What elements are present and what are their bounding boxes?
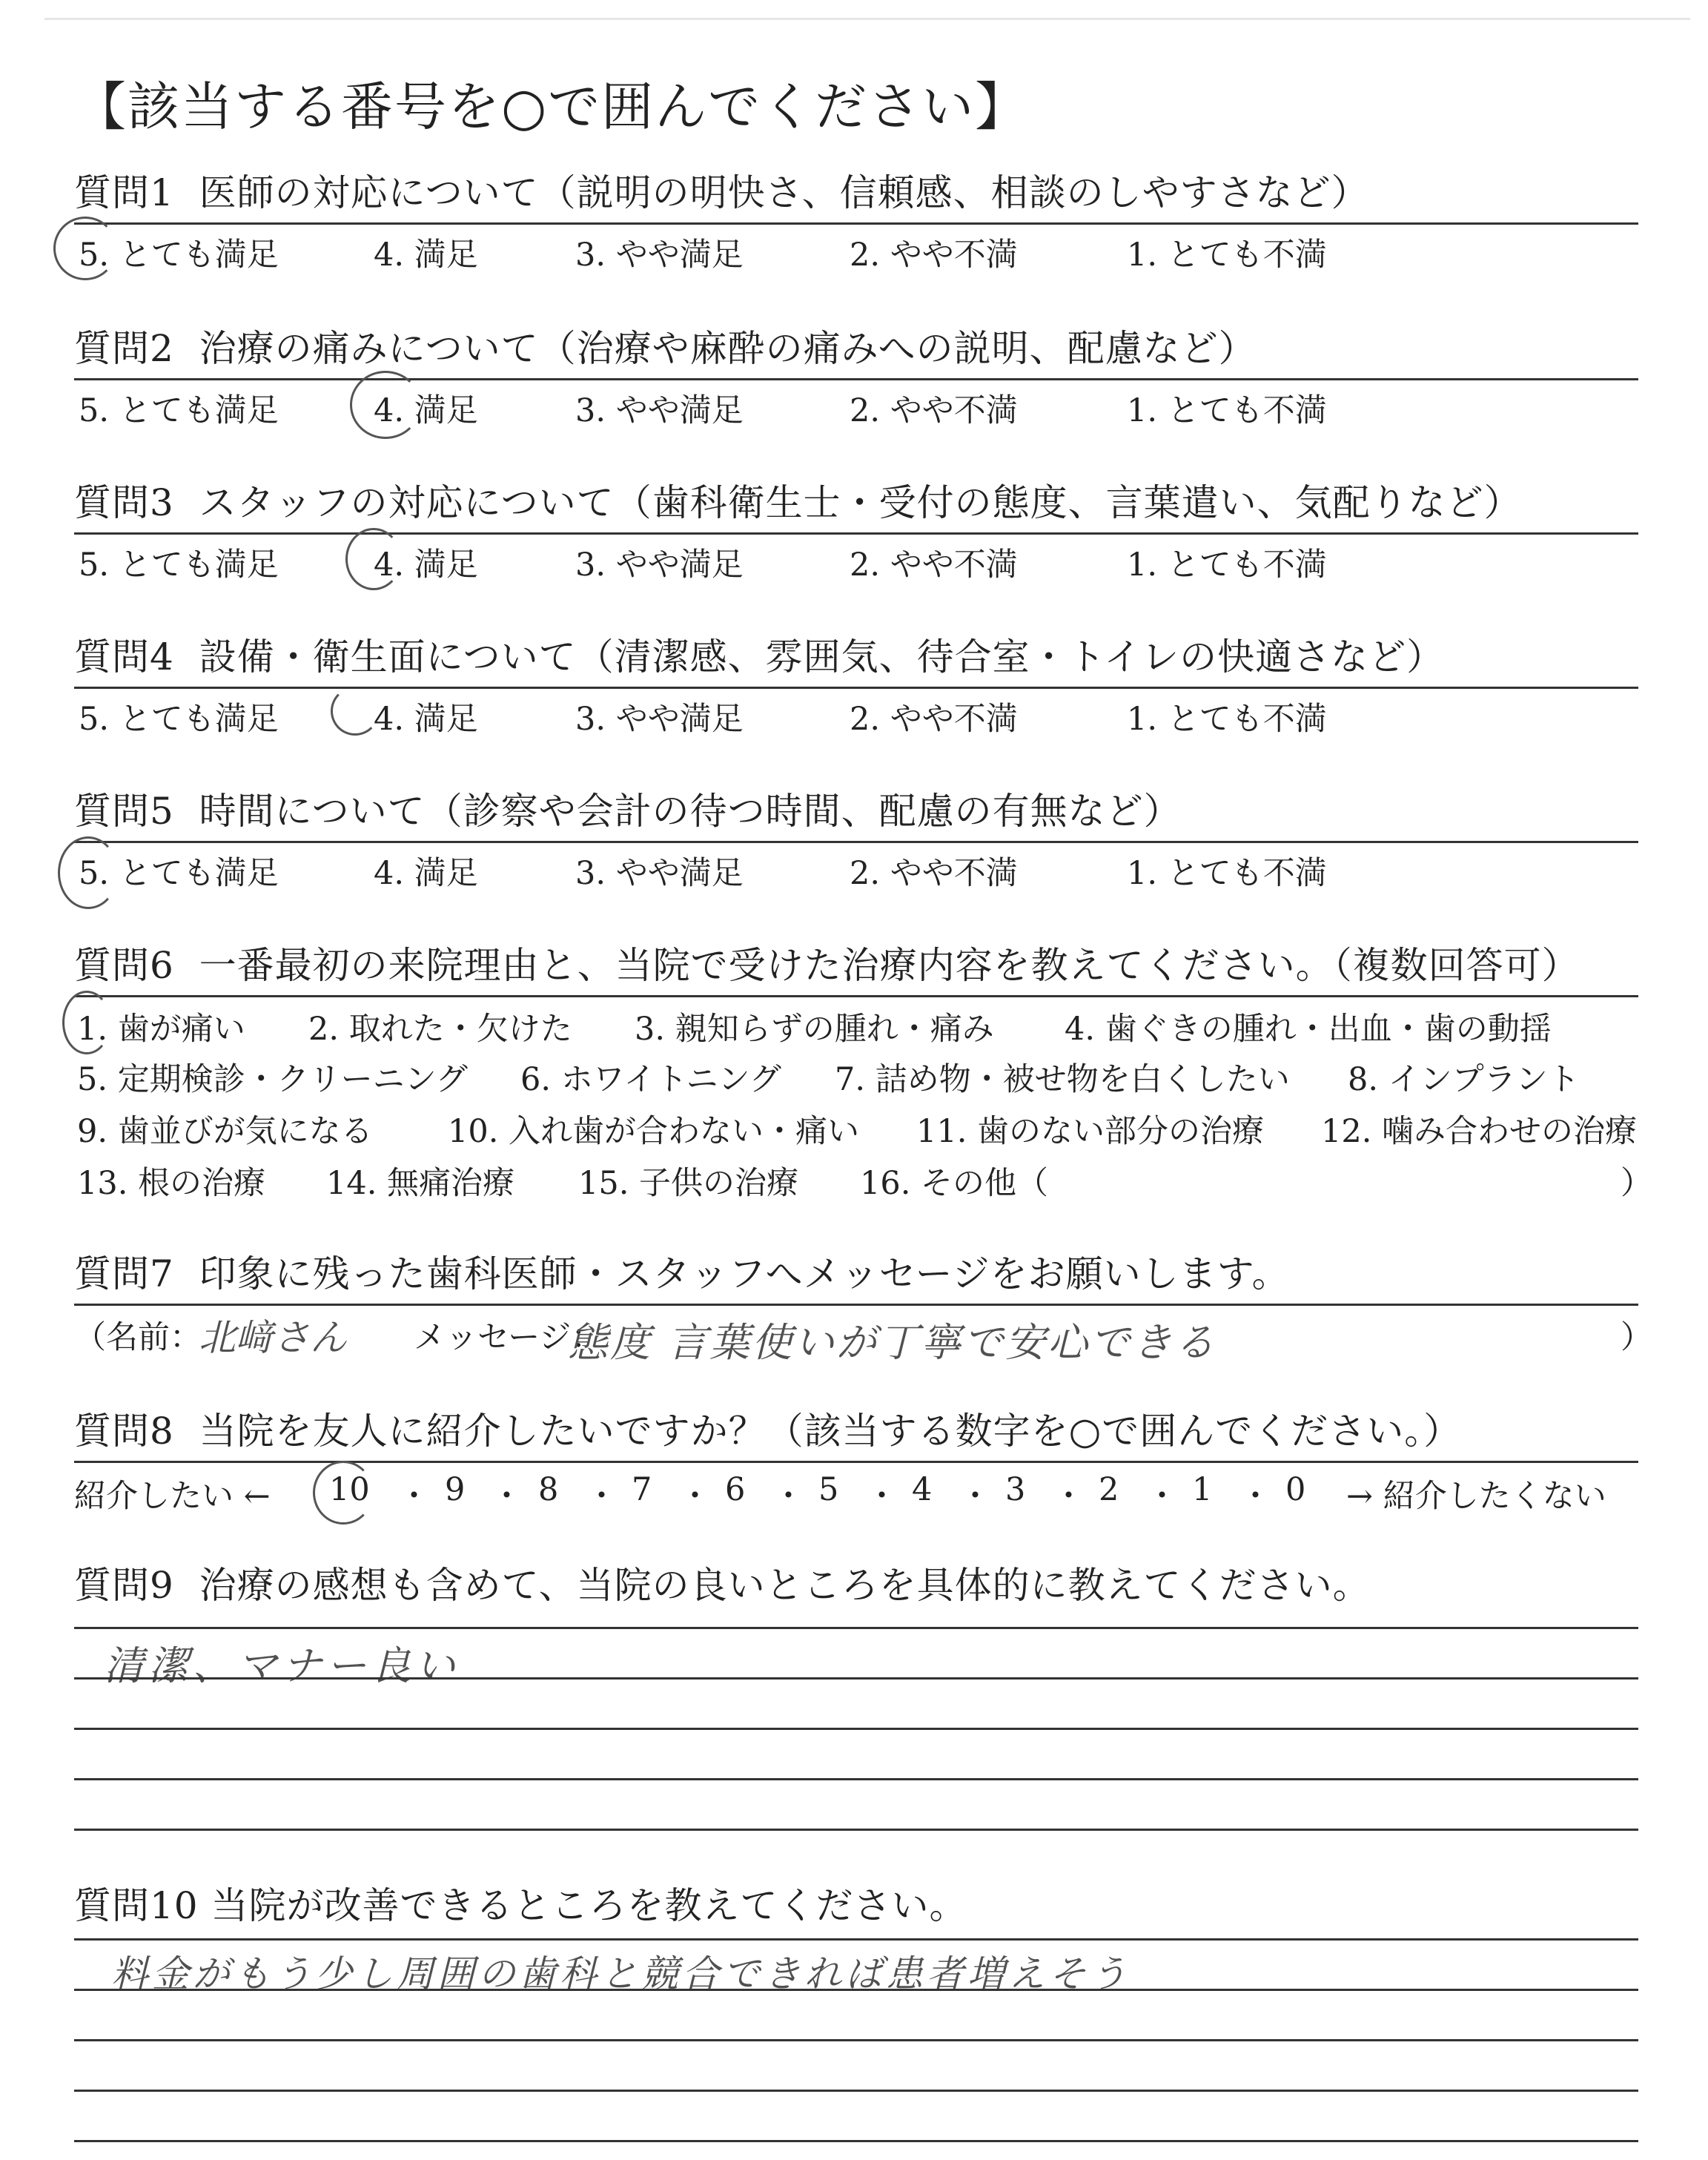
rating-option-4[interactable]: 4. 満足: [374, 701, 478, 738]
answer-line: [74, 1829, 1638, 1831]
question-8: [74, 1400, 1638, 1463]
q9-handwritten-answer[interactable]: 清潔、マナー良い: [104, 1642, 460, 1689]
selection-circle-q3: [345, 528, 402, 590]
answer-line: [74, 1938, 1638, 1941]
rating-option-2[interactable]: 2. やや不満: [850, 237, 1018, 274]
page-heading: 【該当する番号を○で囲んでください】: [74, 76, 1029, 137]
reason-option-10[interactable]: 10. 入れ歯が合わない・痛い: [448, 1113, 860, 1150]
scale-value-10[interactable]: 10: [329, 1471, 370, 1508]
rating-option-2[interactable]: 2. やや不満: [850, 701, 1018, 738]
question-text: スタッフの対応について（歯科衛生士・受付の態度、言葉遣い、気配りなど）: [199, 481, 1522, 524]
question-text: 当院を友人に紹介したいですか？（該当する数字を○で囲んでください。）: [199, 1410, 1462, 1453]
rating-option-4[interactable]: 4. 満足: [374, 392, 478, 429]
rating-option-2[interactable]: 2. やや不満: [850, 546, 1018, 584]
reason-option-13[interactable]: 13. 根の治療: [77, 1165, 266, 1202]
rating-options-q2: [74, 386, 1638, 430]
rating-option-3[interactable]: 3. やや満足: [575, 855, 744, 892]
scale-separator: ・: [586, 1478, 618, 1515]
selection-circle-q5: [58, 836, 119, 909]
reason-option-2[interactable]: 2. 取れた・欠けた: [308, 1011, 572, 1048]
selection-circle-q8: [313, 1461, 374, 1525]
reason-option-3[interactable]: 3. 親知らずの腫れ・痛み: [635, 1011, 994, 1048]
rating-option-1[interactable]: 1. とても不満: [1127, 237, 1327, 274]
scale-value-4[interactable]: 4: [912, 1471, 933, 1508]
scale-right-label: → 紹介したくない: [1346, 1478, 1606, 1515]
scale-value-6[interactable]: 6: [725, 1471, 746, 1508]
rating-option-5[interactable]: 5. とても満足: [79, 392, 279, 429]
scale-separator: ・: [491, 1478, 523, 1515]
scale-separator: ・: [866, 1478, 898, 1515]
reason-option-5[interactable]: 5. 定期検診・クリーニング: [77, 1061, 468, 1098]
recommend-scale: [0, 1471, 1708, 1516]
reason-option-4[interactable]: 4. 歯ぐきの腫れ・出血・歯の動揺: [1065, 1011, 1552, 1048]
question-label: 質問6: [74, 944, 174, 987]
scale-separator: ・: [1239, 1478, 1271, 1515]
scale-value-8[interactable]: 8: [538, 1471, 559, 1508]
reason-option-16[interactable]: 16. その他（: [860, 1165, 1049, 1202]
rating-option-1[interactable]: 1. とても不満: [1127, 701, 1327, 738]
question-text: 治療の感想も含めて、当院の良いところを具体的に教えてください。: [199, 1564, 1371, 1607]
reason-option-11[interactable]: 11. 歯のない部分の治療: [916, 1113, 1265, 1150]
scale-value-0[interactable]: 0: [1285, 1471, 1306, 1508]
answer-line: [74, 2090, 1638, 2092]
question-text: 一番最初の来院理由と、当院で受けた治療内容を教えてください。（複数回答可）: [199, 944, 1580, 987]
selection-circle-q6: [62, 991, 111, 1054]
message-label: メッセージ：: [414, 1319, 603, 1356]
question-text: 医師の対応について（説明の明快さ、信頼感、相談のしやすさなど）: [199, 171, 1369, 214]
rating-option-4[interactable]: 4. 満足: [374, 855, 478, 892]
message-handwritten[interactable]: 態度 言葉使いが丁寧で安心できる: [568, 1319, 1217, 1366]
message-close-paren: ）: [1621, 1319, 1652, 1356]
question-9: [74, 1554, 1638, 1615]
rating-option-3[interactable]: 3. やや満足: [575, 546, 744, 584]
question-label: 質問7: [74, 1252, 174, 1295]
answer-line: [74, 2140, 1638, 2142]
rating-option-5[interactable]: 5. とても満足: [79, 855, 279, 892]
question-label: 質問10: [74, 1884, 199, 1927]
scale-value-7[interactable]: 7: [632, 1471, 652, 1508]
scale-value-2[interactable]: 2: [1099, 1471, 1119, 1508]
question-label: 質問4: [74, 635, 174, 678]
rating-option-1[interactable]: 1. とても不満: [1127, 546, 1327, 584]
scale-left-label: 紹介したい ←: [74, 1478, 271, 1515]
reason-option-9[interactable]: 9. 歯並びが気になる: [77, 1113, 373, 1150]
reason-option-7[interactable]: 7. 詰め物・被せ物を白くしたい: [835, 1061, 1290, 1098]
scale-value-1[interactable]: 1: [1192, 1471, 1213, 1508]
answer-line: [74, 1989, 1638, 1991]
question-text: 治療の痛みについて（治療や麻酔の痛みへの説明、配慮など）: [199, 327, 1257, 370]
rating-option-3[interactable]: 3. やや満足: [575, 237, 744, 274]
selection-circle-q2: [350, 371, 421, 439]
rating-option-3[interactable]: 3. やや満足: [575, 701, 744, 738]
rating-options-q3: [74, 540, 1638, 584]
question-label: 質問9: [74, 1564, 174, 1607]
rating-option-1[interactable]: 1. とても不満: [1127, 392, 1327, 429]
question-label: 質問1: [74, 171, 174, 214]
reason-close-paren: ）: [1621, 1165, 1652, 1202]
answer-line: [74, 1778, 1638, 1780]
question-4: [74, 626, 1638, 689]
question-1: [74, 162, 1638, 225]
rating-option-2[interactable]: 2. やや不満: [850, 855, 1018, 892]
rating-option-2[interactable]: 2. やや不満: [850, 392, 1018, 429]
scale-separator: ・: [1146, 1478, 1178, 1515]
name-label: （名前：: [74, 1319, 202, 1356]
scale-separator: ・: [1053, 1478, 1085, 1515]
scale-separator: ・: [398, 1478, 430, 1515]
rating-option-1[interactable]: 1. とても不満: [1127, 855, 1327, 892]
selection-circle-q4: [331, 687, 380, 736]
scale-value-3[interactable]: 3: [1005, 1471, 1026, 1508]
reason-option-8[interactable]: 8. インプラント: [1348, 1061, 1580, 1098]
answer-line: [74, 1728, 1638, 1730]
reason-option-14[interactable]: 14. 無痛治療: [326, 1165, 515, 1202]
question-2: [74, 317, 1638, 380]
rating-option-4[interactable]: 4. 満足: [374, 237, 478, 274]
question-7: [74, 1243, 1638, 1306]
question-text: 設備・衛生面について（清潔感、雰囲気、待合室・トイレの快適さなど）: [199, 635, 1445, 678]
scale-value-5[interactable]: 5: [818, 1471, 839, 1508]
name-handwritten[interactable]: 北﨑さん: [199, 1316, 347, 1359]
rating-option-5[interactable]: 5. とても満足: [79, 237, 279, 274]
answer-line: [74, 2039, 1638, 2041]
answer-line: [74, 1627, 1638, 1629]
question-3: [74, 472, 1638, 535]
q10-handwritten-answer[interactable]: 料金がもう少し周囲の歯科と競合できれば患者増えそう: [111, 1952, 1131, 1995]
page-top-rule: [44, 18, 1690, 20]
rating-options-q4: [74, 694, 1638, 739]
question-label: 質問2: [74, 327, 174, 370]
question-text: 当院が改善できるところを教えてください。: [211, 1884, 967, 1927]
question-5: [74, 780, 1638, 843]
rating-option-3[interactable]: 3. やや満足: [575, 392, 744, 429]
answer-line: [74, 1677, 1638, 1680]
reason-option-12[interactable]: 12. 噛み合わせの治療: [1321, 1113, 1638, 1150]
scale-separator: ・: [772, 1478, 804, 1515]
selection-circle-q1: [53, 217, 117, 280]
scale-separator: ・: [959, 1478, 991, 1515]
scale-separator: ・: [679, 1478, 711, 1515]
question-label: 質問8: [74, 1410, 174, 1453]
reason-option-1[interactable]: 1. 歯が痛い: [77, 1011, 245, 1048]
rating-option-5[interactable]: 5. とても満足: [79, 701, 279, 738]
rating-options-q1: [74, 230, 1638, 274]
question-label: 質問5: [74, 790, 174, 833]
question-text: 時間について（診察や会計の待つ時間、配慮の有無など）: [199, 790, 1182, 833]
rating-option-4[interactable]: 4. 満足: [374, 546, 478, 584]
question-text: 印象に残った歯科医師・スタッフへメッセージをお願いします。: [199, 1252, 1290, 1295]
reason-option-15[interactable]: 15. 子供の治療: [578, 1165, 799, 1202]
question-6: [74, 934, 1638, 997]
question-10: [74, 1875, 1638, 1935]
scale-value-9[interactable]: 9: [445, 1471, 466, 1508]
question-label: 質問3: [74, 481, 174, 524]
rating-options-q5: [74, 848, 1638, 893]
rating-option-5[interactable]: 5. とても満足: [79, 546, 279, 584]
reason-option-6[interactable]: 6. ホワイトニング: [520, 1061, 781, 1098]
